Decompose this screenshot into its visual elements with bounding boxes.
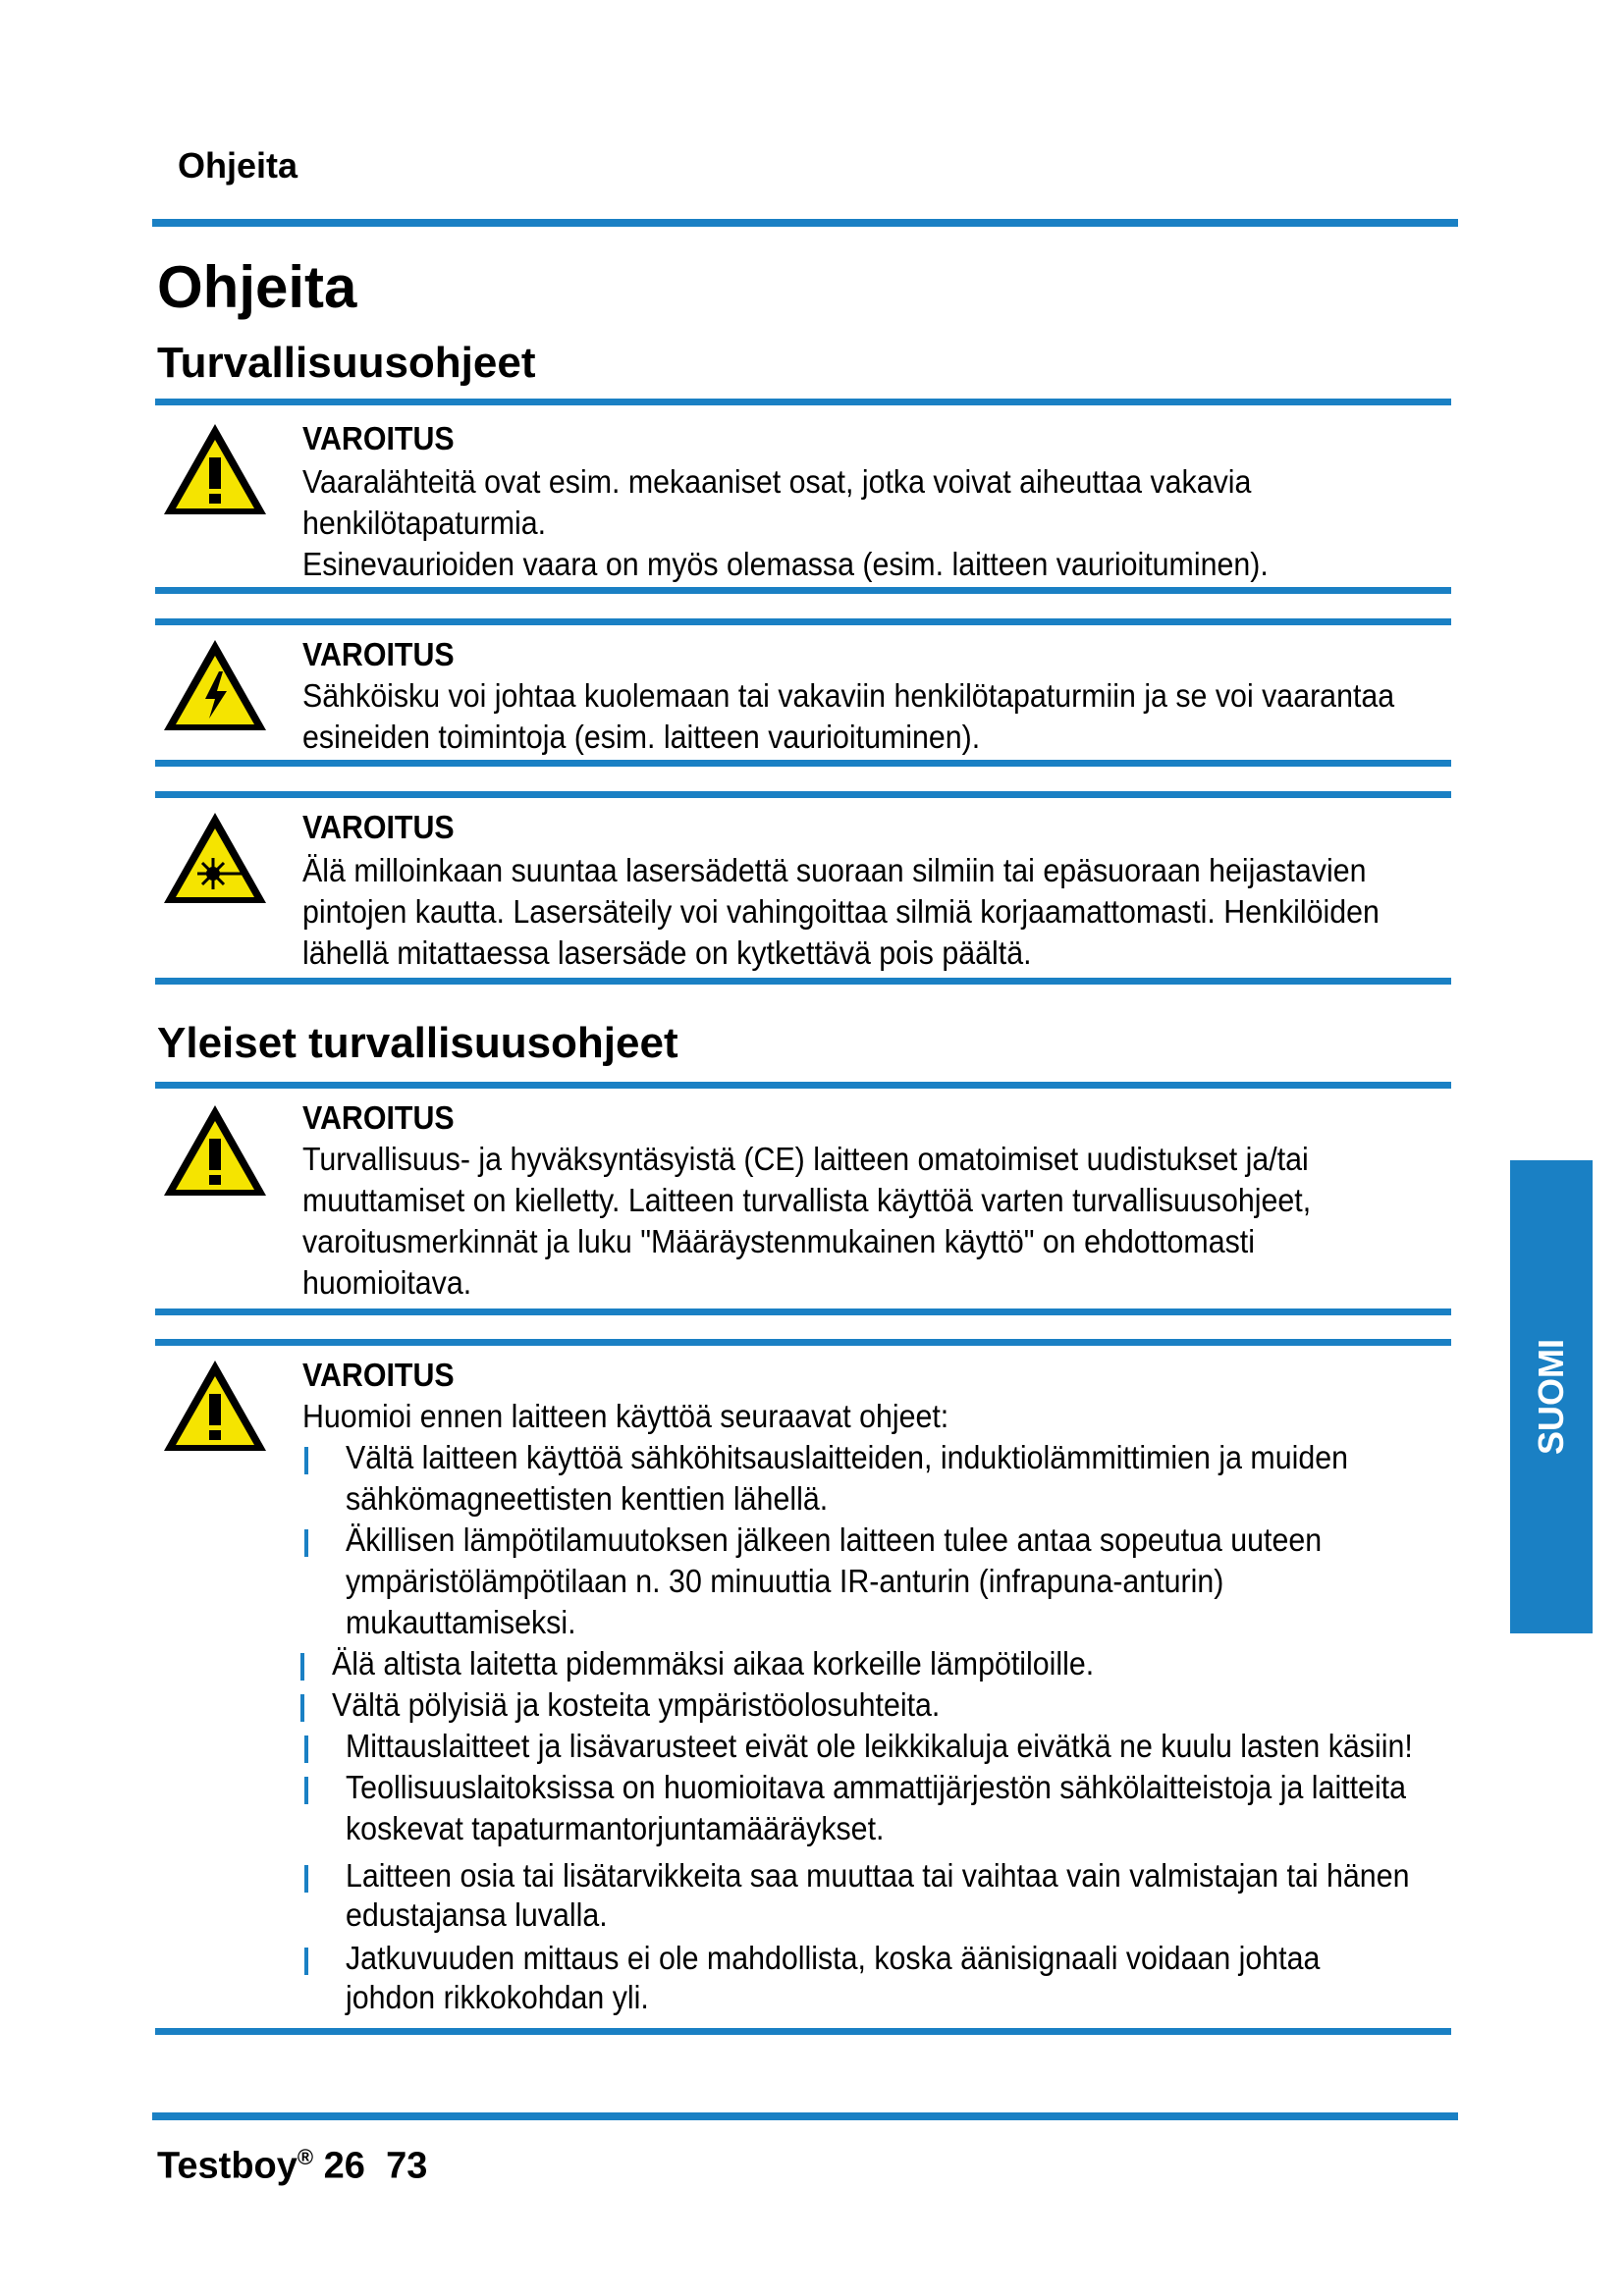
warning-1-bottom-bar bbox=[155, 587, 1451, 594]
laser-hazard-icon bbox=[160, 809, 270, 907]
warning-3-line-2: pintojen kautta. Lasersäteily voi vahingoittaa silmiä korjaamattomasti. Henkilöiden bbox=[302, 893, 1380, 930]
warning-triangle-icon bbox=[160, 1101, 270, 1200]
warning-5-title: VAROITUS bbox=[302, 1357, 455, 1393]
bullet-2-line-2: ympäristölämpötilaan n. 30 minuuttia IR-anturin (infrapuna-anturin) bbox=[346, 1563, 1224, 1599]
warning-4-line-3: varoitusmerkinnät ja luku "Määräystenmukainen käyttö" on ehdottomasti bbox=[302, 1223, 1255, 1259]
bullet-4-line-1: Vältä pölyisiä ja kosteita ympäristöolosuhteita. bbox=[332, 1686, 941, 1723]
footer-registered-mark: ® bbox=[297, 2145, 314, 2169]
bullet-marker bbox=[304, 1865, 308, 1893]
bullet-8-line-1: Jatkuvuuden mittaus ei ole mahdollista, koska äänisignaali voidaan johtaa bbox=[346, 1940, 1321, 1976]
bullet-marker bbox=[300, 1653, 304, 1681]
bullet-1-line-2: sähkömagneettisten kenttien lähellä. bbox=[346, 1480, 829, 1517]
warning-5-intro: Huomioi ennen laitteen käyttöä seuraavat ohjeet: bbox=[302, 1398, 949, 1434]
bullet-marker bbox=[304, 1447, 308, 1474]
warning-3-title: VAROITUS bbox=[302, 809, 455, 845]
warning-triangle-icon bbox=[160, 420, 270, 518]
bullet-6-line-1: Teollisuuslaitoksissa on huomioitava ammattijärjestön sähkölaitteistoja ja laitteita bbox=[346, 1769, 1407, 1805]
warning-2-title: VAROITUS bbox=[302, 636, 455, 672]
language-tab bbox=[1510, 1160, 1593, 1633]
warning-5-top-bar bbox=[155, 1339, 1451, 1346]
bullet-5-line-1: Mittauslaitteet ja lisävarusteet eivät ole leikkikaluja eivätkä ne kuulu lasten käsiin! bbox=[346, 1728, 1413, 1764]
warning-4-top-bar bbox=[155, 1082, 1451, 1089]
warning-4-bottom-bar bbox=[155, 1308, 1451, 1315]
footer bbox=[157, 2145, 427, 2188]
warning-2-top-bar bbox=[155, 618, 1451, 625]
page-number: 73 bbox=[386, 2145, 428, 2187]
bullet-1-line-1: Vältä laitteen käyttöä sähköhitsauslaitteiden, induktiolämmittimien ja muiden bbox=[346, 1439, 1348, 1475]
warning-3-line-1: Älä milloinkaan suuntaa lasersädettä suoraan silmiin tai epäsuoraan heijastavien bbox=[302, 852, 1367, 888]
warning-3-bottom-bar bbox=[155, 978, 1451, 985]
warning-3-line-3: lähellä mitattaessa lasersäde on kytkettävä pois päältä. bbox=[302, 934, 1032, 971]
bullet-2-line-3: mukauttamiseksi. bbox=[346, 1604, 576, 1640]
warning-4-line-4: huomioitava. bbox=[302, 1264, 472, 1301]
warning-3-top-bar bbox=[155, 791, 1451, 798]
bullet-marker bbox=[304, 1529, 308, 1557]
warning-1-top-bar bbox=[155, 399, 1451, 405]
bullet-marker bbox=[300, 1694, 304, 1722]
warning-1-line-2: henkilötapaturmia. bbox=[302, 505, 547, 541]
bullet-8-line-2: johdon rikkokohdan yli. bbox=[346, 1979, 649, 2015]
warning-1-line-1: Vaaralähteitä ovat esim. mekaaniset osat, jotka voivat aiheuttaa vakavia bbox=[302, 463, 1252, 500]
bullet-marker bbox=[304, 1777, 308, 1804]
bullet-7-line-1: Laitteen osia tai lisätarvikkeita saa muuttaa tai vaihtaa vain valmistajan tai hänen bbox=[346, 1857, 1410, 1894]
warning-4-line-1: Turvallisuus- ja hyväksyntäsyistä (CE) laitteen omatoimiset uudistukset ja/tai bbox=[302, 1141, 1309, 1177]
bullet-2-line-1: Äkillisen lämpötilamuutoksen jälkeen laitteen tulee antaa sopeutua uuteen bbox=[346, 1522, 1323, 1558]
warning-2-bottom-bar bbox=[155, 760, 1451, 767]
section-heading-general: Yleiset turvallisuusohjeet bbox=[157, 1019, 678, 1067]
section-heading-safety: Turvallisuusohjeet bbox=[157, 339, 536, 387]
language-tab-label: SUOMI bbox=[1531, 1338, 1571, 1456]
bullet-marker bbox=[304, 1948, 308, 1975]
bullet-6-line-2: koskevat tapaturmantorjuntamääräykset. bbox=[346, 1810, 885, 1846]
footer-model: 26 bbox=[323, 2145, 365, 2187]
warning-2-line-2: esineiden toimintoja (esim. laitteen vaurioituminen). bbox=[302, 719, 981, 755]
warning-1-line-3: Esinevaurioiden vaara on myös olemassa (esim. laitteen vaurioituminen). bbox=[302, 546, 1269, 582]
bullet-marker bbox=[304, 1735, 308, 1763]
warning-2-line-1: Sähköisku voi johtaa kuolemaan tai vakaviin henkilötapaturmiin ja se voi vaarantaa bbox=[302, 677, 1395, 714]
footer-rule bbox=[152, 2112, 1458, 2120]
running-header: Ohjeita bbox=[178, 145, 298, 186]
warning-4-line-2: muuttamiset on kielletty. Laitteen turvallista käyttöä varten turvallisuusohjeet, bbox=[302, 1182, 1312, 1218]
bullet-3-line-1: Älä altista laitetta pidemmäksi aikaa korkeille lämpötiloille. bbox=[332, 1645, 1095, 1682]
warning-1-title: VAROITUS bbox=[302, 420, 455, 456]
warning-5-bottom-bar bbox=[155, 2028, 1451, 2035]
bullet-7-line-2: edustajansa luvalla. bbox=[346, 1896, 608, 1933]
warning-triangle-icon bbox=[160, 1357, 270, 1455]
warning-4-title: VAROITUS bbox=[302, 1099, 455, 1136]
electric-shock-icon bbox=[160, 636, 270, 734]
page-title: Ohjeita bbox=[157, 254, 357, 320]
header-rule bbox=[152, 219, 1458, 227]
footer-brand: Testboy bbox=[157, 2145, 298, 2187]
